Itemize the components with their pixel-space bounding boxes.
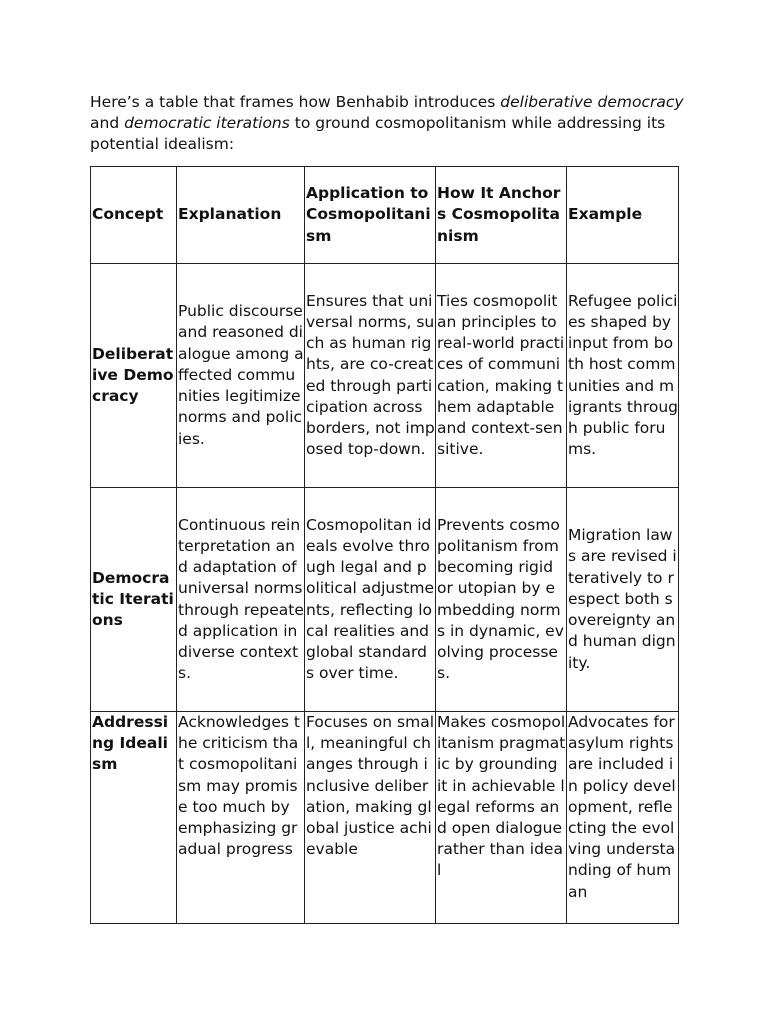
header-application: Application to Cosmopolitanism bbox=[305, 167, 436, 264]
row-application: Ensures that universal norms, such as human rights, are co-created through participation across borders, not imposed top-down. bbox=[305, 264, 436, 488]
table-row bbox=[91, 488, 679, 712]
table-header-row bbox=[91, 167, 679, 264]
header-anchors: How It Anchors Cosmopolitanism bbox=[436, 167, 567, 264]
row-application: Cosmopolitan ideals evolve through legal and political adjustments, reflecting local realities and global standards over time. bbox=[305, 488, 436, 712]
row-application: Focuses on small, meaningful changes through inclusive deliberation, making global justice achievable bbox=[305, 712, 436, 924]
row-explanation: Public discourse and reasoned dialogue among affected communities legitimize norms and policies. bbox=[177, 264, 305, 488]
row-example: Migration laws are revised iteratively to respect both sovereignty and human dignity. bbox=[567, 488, 679, 712]
intro-term-democratic-iterations: democratic iterations bbox=[124, 114, 290, 132]
row-anchors: Ties cosmopolitan principles to real-world practices of communication, making them adaptable and context-sensitive. bbox=[436, 264, 567, 488]
row-concept: Democratic Iterations bbox=[91, 488, 177, 712]
intro-text-mid: and bbox=[90, 114, 125, 132]
row-anchors: Prevents cosmopolitanism from becoming rigid or utopian by embedding norms in dynamic, evolving processes. bbox=[436, 488, 567, 712]
intro-text-after: to ground cosmopolitanism while addressing its potential idealism: bbox=[90, 114, 666, 153]
header-example: Example bbox=[567, 167, 679, 264]
table-row bbox=[91, 264, 679, 488]
intro-term-deliberative-democracy: deliberative democracy bbox=[500, 93, 684, 111]
intro-text-before: Here’s a table that frames how Benhabib introduces bbox=[90, 93, 501, 111]
row-anchors: Makes cosmopolitanism pragmatic by grounding it in achievable legal reforms and open dialogue rather than ideal bbox=[436, 712, 567, 924]
intro-paragraph bbox=[90, 92, 690, 155]
row-explanation: Acknowledges the criticism that cosmopolitanism may promise too much by emphasizing gradual progress bbox=[177, 712, 305, 924]
row-concept: Addressing Idealism bbox=[91, 712, 177, 924]
row-example: Advocates for asylum rights are included in policy development, reflecting the evolving understanding of human bbox=[567, 712, 679, 924]
header-explanation: Explanation bbox=[177, 167, 305, 264]
row-example: Refugee policies shaped by input from both host communities and migrants through public forums. bbox=[567, 264, 679, 488]
row-concept: Deliberative Democracy bbox=[91, 264, 177, 488]
concept-table bbox=[90, 166, 679, 924]
row-explanation: Continuous reinterpretation and adaptation of universal norms through repeated application in diverse contexts. bbox=[177, 488, 305, 712]
table-row bbox=[91, 712, 679, 924]
header-concept: Concept bbox=[91, 167, 177, 264]
